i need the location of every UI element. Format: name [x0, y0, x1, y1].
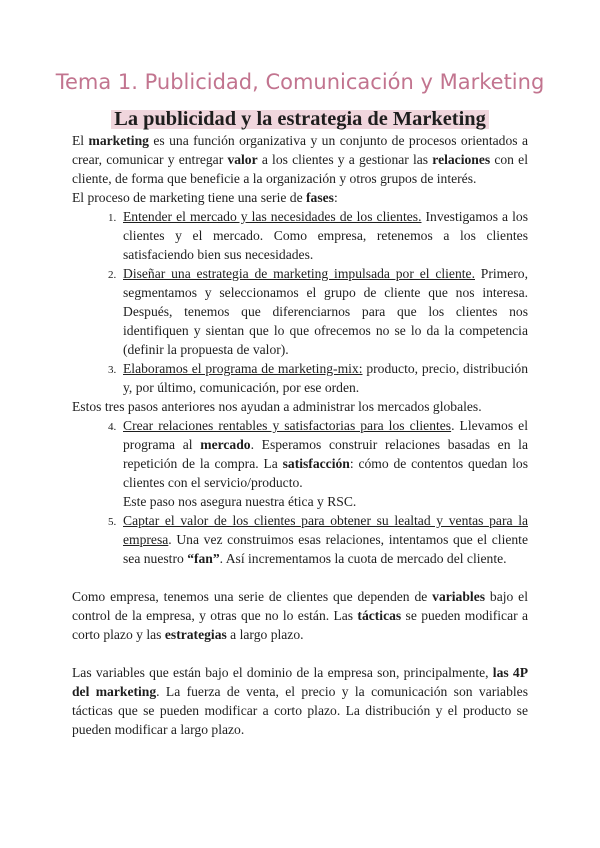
intro-paragraph	[72, 131, 528, 188]
paragraph-gap	[72, 644, 528, 663]
variables-bold: variables	[432, 589, 486, 604]
step-4-text: : cómo de contentos quedan los clientes con el servicio/producto.	[123, 456, 528, 490]
list-item-step-5	[119, 511, 528, 568]
step-1-underlined: Entender el mercado y las necesidades de los clientes.	[123, 209, 422, 224]
variables-text: Como empresa, tenemos una serie de clientes que dependen de	[72, 589, 433, 604]
intro-bold-marketing: marketing	[88, 133, 149, 148]
phases-intro	[72, 188, 528, 207]
four-p-text: Las variables que están bajo el dominio de la empresa son, principalmente,	[72, 665, 493, 680]
step-5-text: . Una vez construimos esas relaciones, intentamos que el cliente sea nuestro	[123, 532, 528, 566]
step-5-bold-fan: “fan”	[187, 551, 220, 566]
step-5-text: . Así incrementamos la cuota de mercado del cliente.	[219, 551, 507, 566]
phases-intro-bold: fases	[306, 190, 334, 205]
paragraph-gap	[72, 568, 528, 587]
four-p-text: . La fuerza de venta, el precio y la comunicación son variables tácticas que se pueden modificar a corto plazo. La distribución y el producto se pueden modificar a largo plazo.	[72, 684, 528, 737]
phases-intro-text: El proceso de marketing tiene una serie de	[72, 190, 307, 205]
variables-paragraph	[72, 587, 528, 644]
four-p-paragraph	[72, 663, 528, 739]
list-item-step-4	[119, 416, 528, 511]
step-5-underlined: Captar el valor de los clientes para obtener su lealtad y ventas para la empresa	[123, 513, 528, 547]
estrategias-bold: estrategias	[164, 627, 227, 642]
steps-list-1	[72, 207, 528, 397]
steps-list-2	[72, 416, 528, 568]
tacticas-bold: tácticas	[357, 608, 402, 623]
variables-text: bajo el control de la empresa, y otras que no lo están. Las	[72, 589, 528, 623]
step-4-extra: Este paso nos asegura nuestra ética y RSC.	[123, 494, 357, 509]
intro-bold-valor: valor	[227, 152, 258, 167]
intro-text: a los clientes y a gestionar las	[257, 152, 433, 167]
step-4-bold-mercado: mercado	[200, 437, 251, 452]
list-item-step-3	[119, 359, 528, 397]
intro-text: con el cliente, de forma que beneficie a la organización y otros grupos de interés.	[72, 152, 528, 186]
step-2-text: Primero, segmentamos y seleccionamos el grupo de cliente que nos interesa. Después, tenemos que diferenciarnos para que los clientes nos identifiquen y sientan que lo que ofrecemos no se lo da la competencia (definir la propuesta de valor).	[123, 266, 529, 357]
document-body	[72, 110, 528, 739]
step-4-underlined: Crear relaciones rentables y satisfactorias para los clientes	[123, 418, 452, 433]
section-heading: La publicidad y la estrategia de Marketing	[111, 110, 489, 129]
step-1-text: Investigamos a los clientes y el mercado. Como empresa, retenemos a los clientes satisfaciendo bien sus necesidades.	[123, 209, 528, 262]
global-note: Estos tres pasos anteriores nos ayudan a administrar los mercados globales.	[72, 399, 482, 414]
step-3-text: producto, precio, distribución y, por último, comunicación, por ese orden.	[123, 361, 528, 395]
step-3-underlined: Elaboramos el programa de marketing-mix:	[123, 361, 363, 376]
step-2-underlined: Diseñar una estrategia de marketing impulsada por el cliente.	[123, 266, 475, 281]
page-title: Tema 1. Publicidad, Comunicación y Marketing	[55, 70, 545, 94]
step-4-text: . Esperamos construir relaciones basadas en la repetición de la compra. La	[123, 437, 528, 471]
list-item-step-1	[119, 207, 528, 264]
list-item-step-2	[119, 264, 528, 359]
phases-intro-text: :	[333, 190, 338, 205]
intro-text: El	[72, 133, 89, 148]
variables-text: a largo plazo.	[226, 627, 304, 642]
step-4-bold-satisfaccion: satisfacción	[282, 456, 350, 471]
variables-text: se pueden modificar a corto plazo y las	[72, 608, 528, 642]
four-p-bold: las 4P del marketing	[72, 665, 528, 699]
section-heading-wrap	[72, 110, 528, 130]
intro-bold-relaciones: relaciones	[432, 152, 491, 167]
intro-text: es una función organizativa y un conjunto de procesos orientados a crear, comunicar y entregar	[72, 133, 529, 167]
step-4-text: . Llevamos el programa al	[123, 418, 528, 452]
